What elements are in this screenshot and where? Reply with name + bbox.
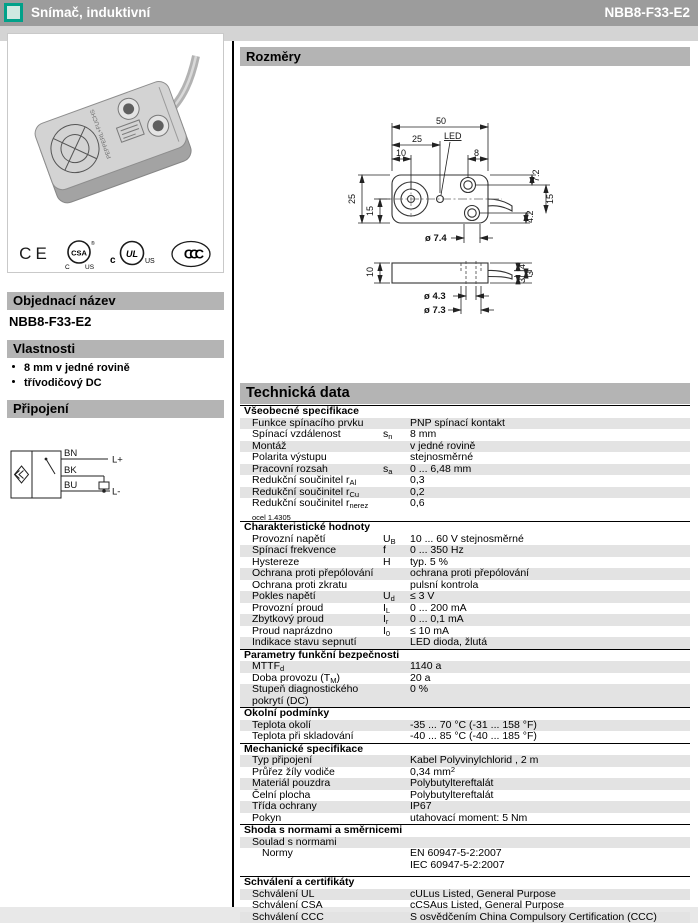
product-photo bbox=[8, 34, 223, 230]
spec-symbol: f bbox=[383, 545, 410, 557]
spec-value: 0 ... 6,48 mm bbox=[410, 464, 690, 476]
spec-value: ochrana proti přepólování bbox=[410, 568, 690, 580]
spec-value: 0,6 bbox=[410, 498, 690, 521]
cable-stub bbox=[488, 199, 512, 211]
spec-symbol bbox=[383, 487, 410, 499]
spec-symbol bbox=[383, 731, 410, 743]
dimension-lines bbox=[358, 123, 550, 243]
spec-row bbox=[240, 475, 690, 487]
junction-dot bbox=[102, 489, 106, 493]
svg-text:3: 3 bbox=[525, 271, 535, 276]
spec-section-title: Charakteristické hodnoty bbox=[240, 521, 690, 534]
feature-item: 8 mm v jedné rovině bbox=[12, 362, 130, 374]
spec-label: Teplota okolí bbox=[240, 720, 383, 732]
spec-symbol bbox=[383, 755, 410, 767]
spec-label: Schválení CSA bbox=[240, 900, 383, 912]
spec-row bbox=[240, 498, 690, 521]
spec-symbol bbox=[383, 801, 410, 813]
spec-value: Polybutyltereftalát bbox=[410, 778, 690, 790]
spec-row bbox=[240, 848, 690, 871]
spec-label: Provozní proud bbox=[240, 603, 383, 615]
spec-row bbox=[240, 429, 690, 441]
spec-row bbox=[240, 731, 690, 743]
spec-value: 0 ... 350 Hz bbox=[410, 545, 690, 557]
spec-row bbox=[240, 813, 690, 825]
spec-value: ≤ 3 V bbox=[410, 591, 690, 603]
spec-row bbox=[240, 452, 690, 464]
features-header: Vlastnosti bbox=[7, 340, 224, 358]
spec-value: Polybutyltereftalát bbox=[410, 790, 690, 802]
svg-text:4: 4 bbox=[517, 264, 527, 269]
load-icon bbox=[99, 482, 109, 489]
spec-value: stejnosměrné bbox=[410, 452, 690, 464]
spec-label: Indikace stavu sepnutí bbox=[240, 637, 383, 649]
spec-label: Redukční součinitel $r_{Al}$ bbox=[240, 475, 383, 487]
svg-text:US: US bbox=[85, 264, 95, 271]
svg-text:15: 15 bbox=[365, 206, 375, 216]
spec-label: Spínací frekvence bbox=[240, 545, 383, 557]
spec-value: 0,3 bbox=[410, 475, 690, 487]
spec-label: Průřez žíly vodiče bbox=[240, 767, 383, 779]
spec-symbol: $s_a$ bbox=[383, 464, 410, 476]
svg-text:10: 10 bbox=[365, 267, 375, 277]
column-divider bbox=[232, 41, 234, 907]
spec-symbol bbox=[383, 900, 410, 912]
spec-section-title: Schválení a certifikáty bbox=[240, 876, 690, 889]
connection-header: Připojení bbox=[7, 400, 224, 418]
spec-value: 8 mm bbox=[410, 429, 690, 441]
spec-symbol bbox=[383, 778, 410, 790]
product-number: NBB8-F33-E2 bbox=[604, 0, 690, 26]
spec-label: Ochrana proti zkratu bbox=[240, 580, 383, 592]
spec-label: Materiál pouzdra bbox=[240, 778, 383, 790]
spec-label: Proud naprázdno bbox=[240, 626, 383, 638]
spec-symbol bbox=[383, 767, 410, 779]
spec-value: Kabel Polyvinylchlorid , 2 m bbox=[410, 755, 690, 767]
svg-text:®: ® bbox=[91, 240, 95, 247]
spec-row bbox=[240, 684, 690, 707]
spec-label: Ochrana proti přepólování bbox=[240, 568, 383, 580]
svg-text:25: 25 bbox=[347, 194, 357, 204]
spec-label: Provozní napětí bbox=[240, 534, 383, 546]
ce-logo: CE bbox=[19, 244, 51, 264]
inductive-sensor-icon bbox=[15, 466, 29, 483]
spec-symbol bbox=[383, 684, 410, 707]
wire-bk-label: BK bbox=[64, 465, 77, 476]
spec-value: typ. 5 % bbox=[410, 557, 690, 569]
spec-symbol: H bbox=[383, 557, 410, 569]
spec-symbol bbox=[383, 637, 410, 649]
spec-label: Spínací vzdálenost bbox=[240, 429, 383, 441]
svg-text:c: c bbox=[110, 255, 116, 266]
csa-logo bbox=[63, 239, 97, 270]
spec-label: Typ připojení bbox=[240, 755, 383, 767]
spec-section-title: Shoda s normami a směrnicemi bbox=[240, 824, 690, 837]
spec-value: 0 ... 200 mA bbox=[410, 603, 690, 615]
spec-value: 20 a bbox=[410, 673, 690, 685]
spec-row bbox=[240, 637, 690, 649]
svg-text:25: 25 bbox=[412, 134, 422, 144]
wire-bn-label: BN bbox=[64, 448, 77, 459]
spec-row bbox=[240, 614, 690, 626]
spec-label: Pokles napětí bbox=[240, 591, 383, 603]
svg-text:ø 7.4: ø 7.4 bbox=[425, 233, 447, 244]
spec-symbol bbox=[383, 673, 410, 685]
spec-section-title: Parametry funkční bezpečnosti bbox=[240, 649, 690, 662]
spec-symbol bbox=[383, 720, 410, 732]
spec-symbol bbox=[383, 813, 410, 825]
ccc-logo bbox=[170, 240, 212, 268]
spec-symbol: $I_r$ bbox=[383, 614, 410, 626]
spec-value: 0,34 $mm^2$ bbox=[410, 767, 690, 779]
spec-label: Čelní plocha bbox=[240, 790, 383, 802]
spec-row bbox=[240, 661, 690, 673]
svg-text:UL: UL bbox=[126, 249, 138, 259]
spec-symbol: $s_n$ bbox=[383, 429, 410, 441]
spec-section-title: Všeobecné specifikace bbox=[240, 405, 690, 418]
header-bar bbox=[0, 0, 698, 26]
spec-value: PNP spínací kontakt bbox=[410, 418, 690, 430]
spec-symbol: $U_B$ bbox=[383, 534, 410, 546]
bullet-icon bbox=[12, 380, 15, 383]
spec-section-title: Okolní podmínky bbox=[240, 707, 690, 720]
svg-text:10: 10 bbox=[396, 148, 406, 158]
wiring-diagram bbox=[8, 443, 223, 558]
spec-label: Teplota při skladování bbox=[240, 731, 383, 743]
spec-label: $MTTF_d$ bbox=[240, 661, 383, 673]
spec-symbol bbox=[383, 452, 410, 464]
spec-value: 0 ... 0,1 mA bbox=[410, 614, 690, 626]
spec-value: ≤ 10 mA bbox=[410, 626, 690, 638]
svg-text:15: 15 bbox=[545, 194, 555, 204]
spec-value: v jedné rovině bbox=[410, 441, 690, 453]
spec-symbol: $I_0$ bbox=[383, 626, 410, 638]
spec-symbol bbox=[383, 848, 410, 871]
spec-row bbox=[240, 912, 690, 923]
spec-label: Normy bbox=[240, 848, 383, 871]
svg-text:ø 7.3: ø 7.3 bbox=[424, 305, 446, 316]
spec-label: Schválení CCC bbox=[240, 912, 383, 923]
page-title: Snímač, induktivní bbox=[31, 0, 150, 26]
svg-text:3: 3 bbox=[517, 278, 527, 283]
spec-symbol bbox=[383, 441, 410, 453]
spec-label: Pokyn bbox=[240, 813, 383, 825]
svg-text:CCC: CCC bbox=[184, 247, 205, 262]
svg-text:8: 8 bbox=[474, 148, 479, 158]
spec-value: cULus Listed, General Purpose bbox=[410, 889, 690, 901]
spec-value: 0,2 bbox=[410, 487, 690, 499]
spec-label: Stupeň diagnostického pokrytí (DC) bbox=[240, 684, 383, 707]
order-name-value: NBB8-F33-E2 bbox=[9, 314, 91, 329]
svg-text:ø 4.3: ø 4.3 bbox=[424, 291, 446, 302]
side-view bbox=[392, 263, 512, 283]
spec-symbol bbox=[383, 475, 410, 487]
side-dimension-lines bbox=[374, 263, 532, 314]
spec-value: 0 % bbox=[410, 684, 690, 707]
spec-label: Zbytkový proud bbox=[240, 614, 383, 626]
certification-logos bbox=[7, 236, 224, 272]
spec-label: Polarita výstupu bbox=[240, 452, 383, 464]
spec-value: pulsní kontrola bbox=[410, 580, 690, 592]
svg-text:4.2: 4.2 bbox=[525, 210, 535, 223]
spec-label: Třída ochrany bbox=[240, 801, 383, 813]
spec-value: S osvědčením China Compulsory Certification (CCC) bbox=[410, 912, 690, 923]
spec-value: -40 ... 85 °C (-40 ... 185 °F) bbox=[410, 731, 690, 743]
tech-table-body bbox=[240, 405, 690, 923]
svg-text:50: 50 bbox=[436, 116, 446, 126]
lminus-label: L- bbox=[112, 487, 120, 498]
spec-symbol bbox=[383, 889, 410, 901]
spec-value: EN 60947-5-2:2007 IEC 60947-5-2:2007 bbox=[410, 848, 690, 871]
svg-text:US: US bbox=[145, 258, 155, 265]
spec-label: Schválení UL bbox=[240, 889, 383, 901]
spec-row bbox=[240, 568, 690, 580]
bullet-icon bbox=[12, 365, 15, 368]
spec-symbol bbox=[383, 790, 410, 802]
spec-value: 10 ... 60 V stejnosměrné bbox=[410, 534, 690, 546]
switch-contact bbox=[46, 459, 55, 474]
spec-row bbox=[240, 591, 690, 603]
spec-symbol bbox=[383, 661, 410, 673]
spec-label: Funkce spínacího prvku bbox=[240, 418, 383, 430]
brand-square-icon bbox=[4, 3, 23, 22]
spec-section-title: Mechanické specifikace bbox=[240, 743, 690, 756]
spec-symbol bbox=[383, 498, 410, 521]
tech-data-header: Technická data bbox=[240, 383, 690, 404]
spec-label: Montáž bbox=[240, 441, 383, 453]
feature-item: třívodičový DC bbox=[12, 377, 102, 389]
spec-value: -35 ... 70 °C (-31 ... 158 °F) bbox=[410, 720, 690, 732]
cul-us-logo bbox=[109, 239, 157, 270]
svg-text:CSA: CSA bbox=[71, 248, 87, 257]
dimension-drawing bbox=[240, 78, 690, 378]
spec-row bbox=[240, 778, 690, 790]
spec-row bbox=[240, 900, 690, 912]
dimensions-header: Rozměry bbox=[240, 47, 690, 66]
spec-value: LED dioda, žlutá bbox=[410, 637, 690, 649]
spec-symbol bbox=[383, 568, 410, 580]
spec-value: utahovací moment: 5 Nm bbox=[410, 813, 690, 825]
svg-text:C: C bbox=[65, 264, 70, 271]
order-name-header: Objednací název bbox=[7, 292, 224, 310]
sensor-body bbox=[32, 78, 194, 206]
spec-symbol: $U_d$ bbox=[383, 591, 410, 603]
spec-label: Doba provozu $(T_M)$ bbox=[240, 673, 383, 685]
spec-value: IP67 bbox=[410, 801, 690, 813]
spec-label: Hystereze bbox=[240, 557, 383, 569]
spec-symbol bbox=[383, 912, 410, 923]
spec-label: Soulad s normami bbox=[240, 837, 383, 849]
spec-row bbox=[240, 755, 690, 767]
wire-bu-label: BU bbox=[64, 480, 77, 491]
led-label: LED bbox=[444, 131, 462, 141]
spec-value: cCSAus Listed, General Purpose bbox=[410, 900, 690, 912]
spec-value: 1140 a bbox=[410, 661, 690, 673]
spec-symbol: $I_L$ bbox=[383, 603, 410, 615]
lplus-label: L+ bbox=[112, 455, 123, 466]
spec-row bbox=[240, 801, 690, 813]
spec-row bbox=[240, 545, 690, 557]
spec-label: Redukční součinitel $r_{nerez ocel 1.4305}$ bbox=[240, 498, 383, 521]
spec-label: Pracovní rozsah bbox=[240, 464, 383, 476]
spec-label: Redukční součinitel $r_{Cu}$ bbox=[240, 487, 383, 499]
svg-text:7.2: 7.2 bbox=[531, 169, 541, 182]
spec-symbol bbox=[383, 837, 410, 849]
brand-print: PEPPERL+FUCHS bbox=[90, 108, 113, 159]
